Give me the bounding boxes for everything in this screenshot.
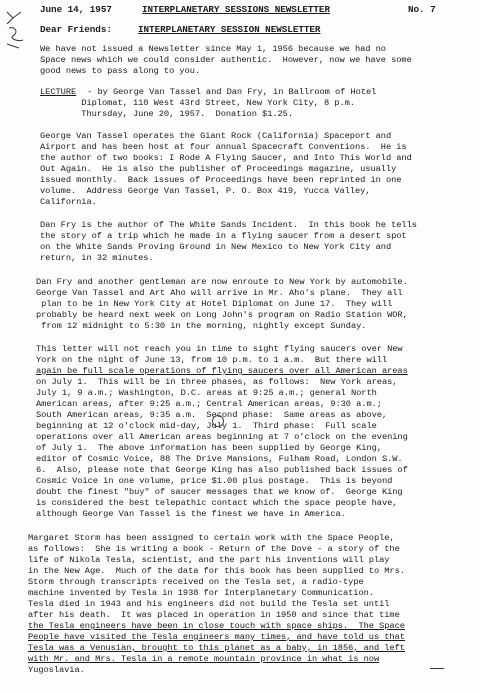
text-line: volume. Address George Van Tassel, P. O. Box 419, Yucca Valley, (40, 186, 371, 196)
text-line: in the New Age. Much of the data for this book has been supplied to Mrs. (28, 566, 405, 576)
text-line: good news to pass along to you. (40, 66, 201, 76)
text-line: We have not issued a Newsletter since May 1, 1956 because we had no (40, 44, 386, 54)
text-line: Out Again. He is also the publisher of Proceedings magazine, usually (40, 164, 397, 174)
issue-number: No. 7 (408, 4, 436, 15)
text-line: Storm through transcripts received on the Tesla set, a radio-type (28, 577, 364, 587)
text-line: although George Van Tassel is the finest we have in America. (36, 509, 346, 519)
text-line: Airport and has been host at four annual Spacecraft Conventions. He is (40, 142, 407, 152)
text-line: Thursday, June 20, 1957. Donation $1.25. (40, 109, 294, 119)
text-line: Diplomat, 110 West 43rd Street, New York City, 8 p.m. (40, 98, 355, 108)
newsletter-subtitle: INTERPLANETARY SESSION NEWSLETTER (138, 24, 321, 35)
handwritten-mark-icon (3, 8, 39, 50)
newsletter-date: June 14, 1957 (40, 4, 112, 15)
text-line: Yugoslavia. (28, 665, 85, 675)
text-line: from 12 midnight to 5:30 in the morning, nightly except Sunday. (36, 321, 367, 331)
text-line: July 1, 9 a.m.; Washington, D.C. areas at 9:25 a.m.; general North (36, 388, 377, 398)
text-line: Dan Fry and another gentleman are now enroute to New York by automobile. (36, 277, 408, 287)
newsletter-title: INTERPLANETARY SESSIONS NEWSLETTER (142, 4, 330, 15)
text-line: on July 1. This will be in three phases, as follows: New York areas, (36, 377, 398, 387)
text-line: California. (40, 197, 97, 207)
text-line: plan to be in New York City at Hotel Diplomat on June 17. They will (36, 299, 393, 309)
text-line: on the White Sands Proving Ground in New Mexico to New York City and (40, 242, 392, 252)
text-line: beginning at 12 o'clock mid-day, July 1. Third phase: Full scale (36, 421, 377, 431)
text-line: York on the night of June 13, from 10 p.m. to 1 a.m. But there will (36, 355, 388, 365)
text-line: Space news which we could consider authentic. However, now we have some (40, 55, 412, 65)
text-line: probably be heard next week on Long John's program on Radio Station WOR, (36, 310, 408, 320)
text-line: George Van Tassel operates the Giant Rock (California) Spaceport and (40, 131, 392, 141)
text-line: Dan Fry is the author of The White Sands Incident. In this book he tells (40, 220, 417, 230)
text-line: after his death. It was placed in operation in 1950 and since that time (28, 610, 400, 620)
text-line: as follows: She is writing a book - Return of the Dove - a story of the (28, 544, 400, 554)
text-line: life of Nikola Tesla, scientist, and the part his inventions will play (28, 555, 390, 565)
text-line: is considered the best telepathic contact which the space people have, (36, 498, 398, 508)
pen-stroke (430, 668, 444, 669)
salutation: Dear Friends: (40, 24, 112, 35)
text-line: doubt the finest "buy" of saucer messages that we know of. George King (36, 487, 403, 497)
text-line: editor of Cosmic Voice, 88 The Drive Mansions, Fulham Road, London S.W. (36, 454, 403, 464)
text-line: the author of two books: I Rode A Flying Saucer, and Into This World and (40, 153, 412, 163)
text-line: of July 1. The above information has been supplied by George King, (36, 443, 382, 453)
text-line: with Mr. and Mrs. Tesla in a remote mountain province in what is now (28, 654, 380, 664)
text-line: Tesla died in 1943 and his engineers did not build the Tesla set until (28, 599, 390, 609)
text-line: the Tesla engineers have been in close touch with space ships. The Space (28, 621, 405, 631)
text-line: the story of a trip which he made in a flying saucer from a desert spot (40, 231, 407, 241)
text-line: Margaret Storm has been assigned to certain work with the Space People, (28, 533, 395, 543)
text-line: People have visited the Tesla engineers many times, and have told us that (28, 632, 405, 642)
pen-mark-icon (212, 415, 224, 427)
text-line: return, in 32 minutes. (40, 253, 154, 263)
text-line: Cosmic Voice in one volume, price $1.00 plus postage. This is beyond (36, 476, 393, 486)
text-line: machine invented by Tesla in 1938 for Interplanetary Communication. (28, 588, 374, 598)
text-line: again be full scale operations of flying saucers over all American areas (36, 366, 408, 376)
text-line: operations over all American areas beginning at 7 o'clock on the evening (36, 432, 408, 442)
text-line: George Van Tassel and Art Aho will arrive in Mr. Aho's plane. They all (36, 288, 403, 298)
text-line: American areas, after 9:25 a.m.; Central American areas, 9:30 a.m.; (36, 399, 382, 409)
text-line: 6. Also, please note that George King has also published back issues of (36, 465, 408, 475)
text-line: This letter will not reach you in time to sight flying saucers over New (36, 344, 403, 354)
text-line: South American areas, 9:35 a.m. Second phase: Same areas as above, (36, 410, 388, 420)
lecture-label: LECTURE (40, 87, 77, 97)
text-line: Tesla was a Venusian, brought to this planet as a baby, in 1856, and left (28, 643, 405, 653)
text-line: - by George Van Tassel and Dan Fry, in Ballroom of Hotel (82, 87, 377, 97)
text-line: issued monthly. Back issues of Proceedings have been reprinted in one (40, 175, 402, 185)
